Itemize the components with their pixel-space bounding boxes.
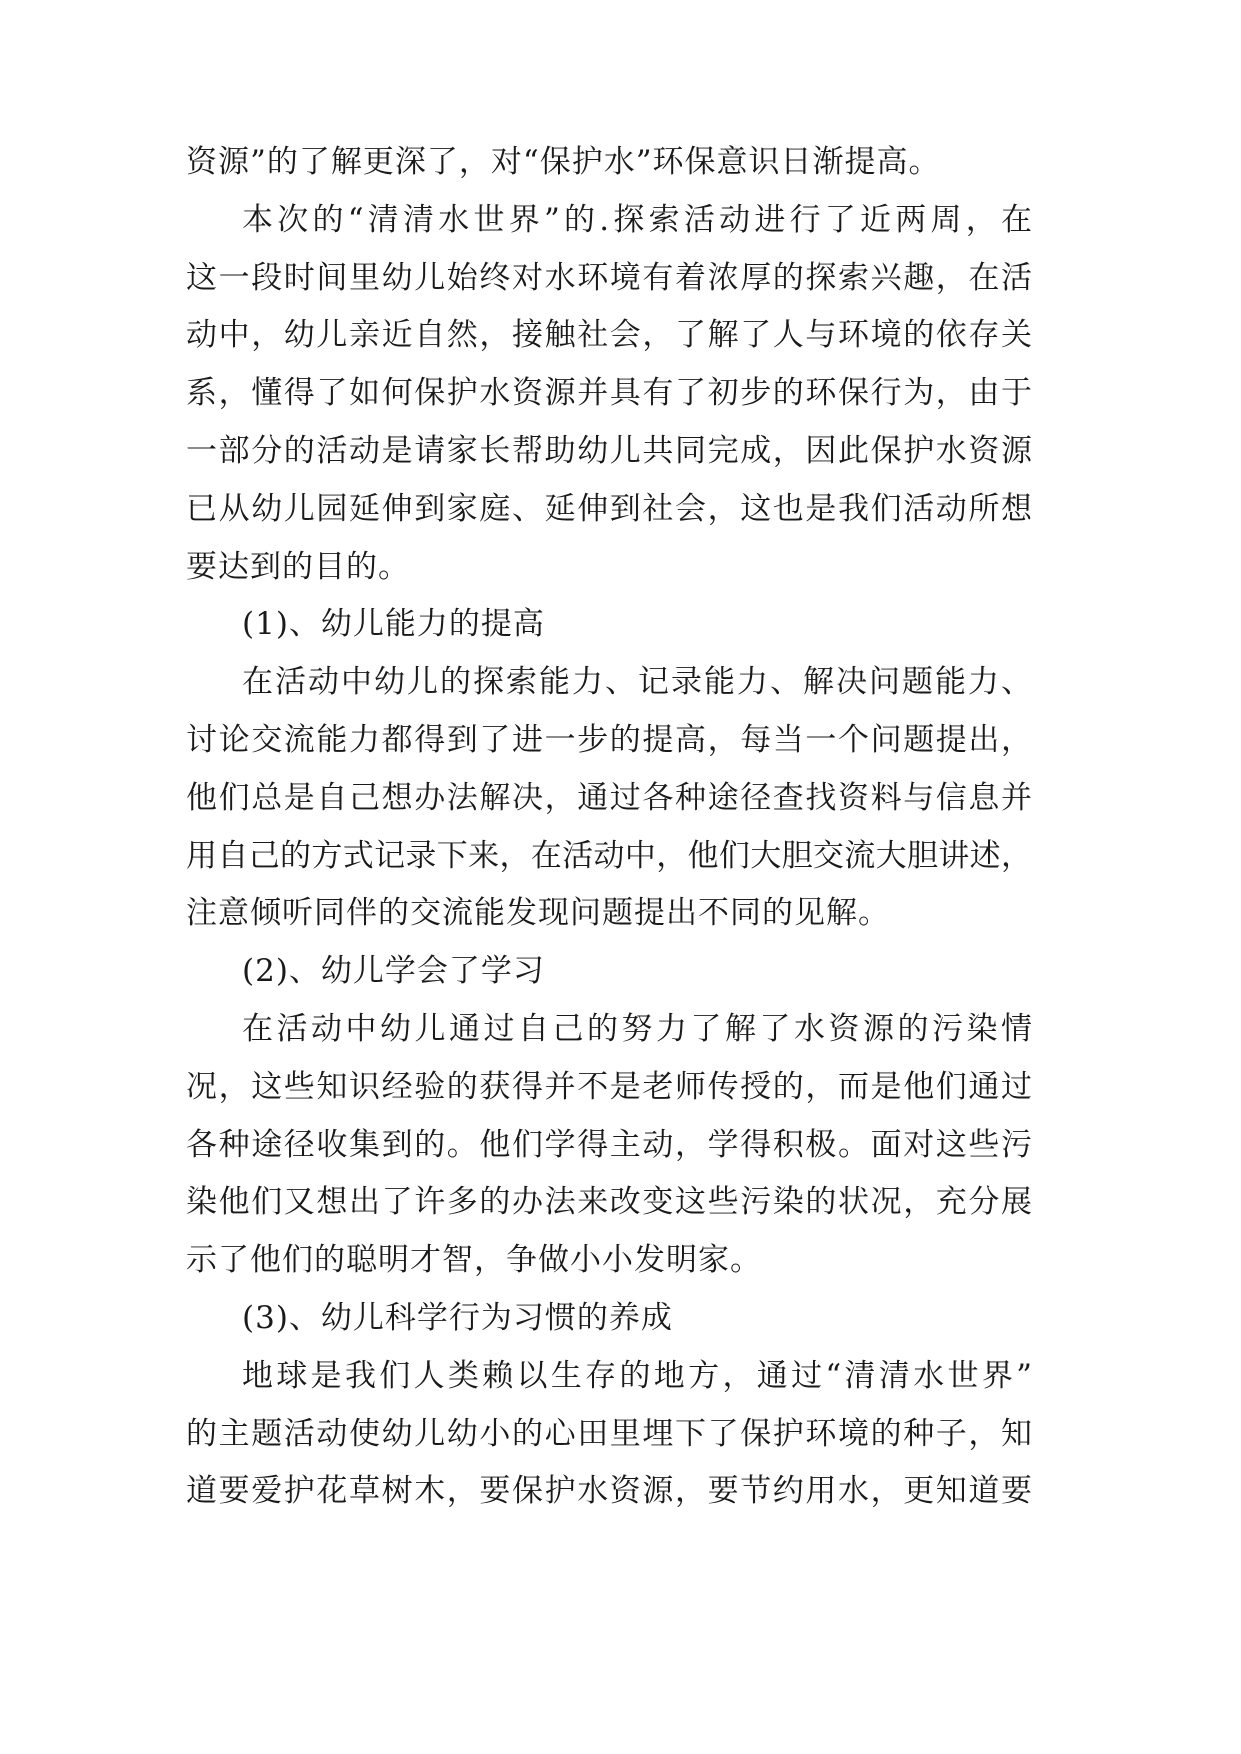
text-line: 各种途径收集到的。他们学得主动，学得积极。面对这些污 (186, 1126, 1032, 1163)
text-line: 况，这些知识经验的获得并不是老师传授的，而是他们通过 (186, 1068, 1032, 1105)
text-line: 用自己的方式记录下来，在活动中，他们大胆交流大胆讲述， (186, 837, 1032, 874)
text-line: 示了他们的聪明才智，争做小小发明家。 (186, 1242, 762, 1279)
text-line: 本次的“清清水世界”的.探索活动进行了近两周，在 (242, 201, 1032, 238)
text-line: 一部分的活动是请家长帮助幼儿共同完成，因此保护水资源 (186, 432, 1032, 469)
text-line: 系，懂得了如何保护水资源并具有了初步的环保行为，由于 (186, 375, 1032, 412)
text-line: 在活动中幼儿通过自己的努力了解了水资源的污染情 (242, 1010, 1032, 1047)
text-line: 地球是我们人类赖以生存的地方，通过“清清水世界” (242, 1357, 1032, 1394)
text-line: (1)、幼儿能力的提高 (242, 606, 545, 643)
text-line: 的主题活动使幼儿幼小的心田里埋下了保护环境的种子，知 (186, 1415, 1032, 1452)
text-line: 要达到的目的。 (186, 548, 410, 585)
text-line: 在活动中幼儿的探索能力、记录能力、解决问题能力、 (242, 664, 1032, 701)
text-line: 他们总是自己想办法解决，通过各种途径查找资料与信息并 (186, 779, 1032, 816)
text-line: 已从幼儿园延伸到家庭、延伸到社会，这也是我们活动所想 (186, 490, 1032, 527)
text-line: 注意倾听同伴的交流能发现问题提出不同的见解。 (186, 895, 890, 932)
text-line: 资源”的了解更深了，对“保护水”环保意识日渐提高。 (186, 144, 941, 180)
text-line: 道要爱护花草树木，要保护水资源，要节约用水，更知道要 (186, 1473, 1032, 1510)
text-line: 染他们又想出了许多的办法来改变这些污染的状况，充分展 (186, 1184, 1032, 1221)
text-line: 讨论交流能力都得到了进一步的提高，每当一个问题提出， (186, 721, 1032, 758)
document-body (186, 134, 1032, 1521)
text-line: (3)、幼儿科学行为习惯的养成 (242, 1299, 673, 1336)
text-line: (2)、幼儿学会了学习 (242, 953, 545, 990)
text-line: 这一段时间里幼儿始终对水环境有着浓厚的探索兴趣，在活 (186, 259, 1032, 296)
text-line: 动中，幼儿亲近自然，接触社会，了解了人与环境的依存关 (186, 317, 1032, 354)
